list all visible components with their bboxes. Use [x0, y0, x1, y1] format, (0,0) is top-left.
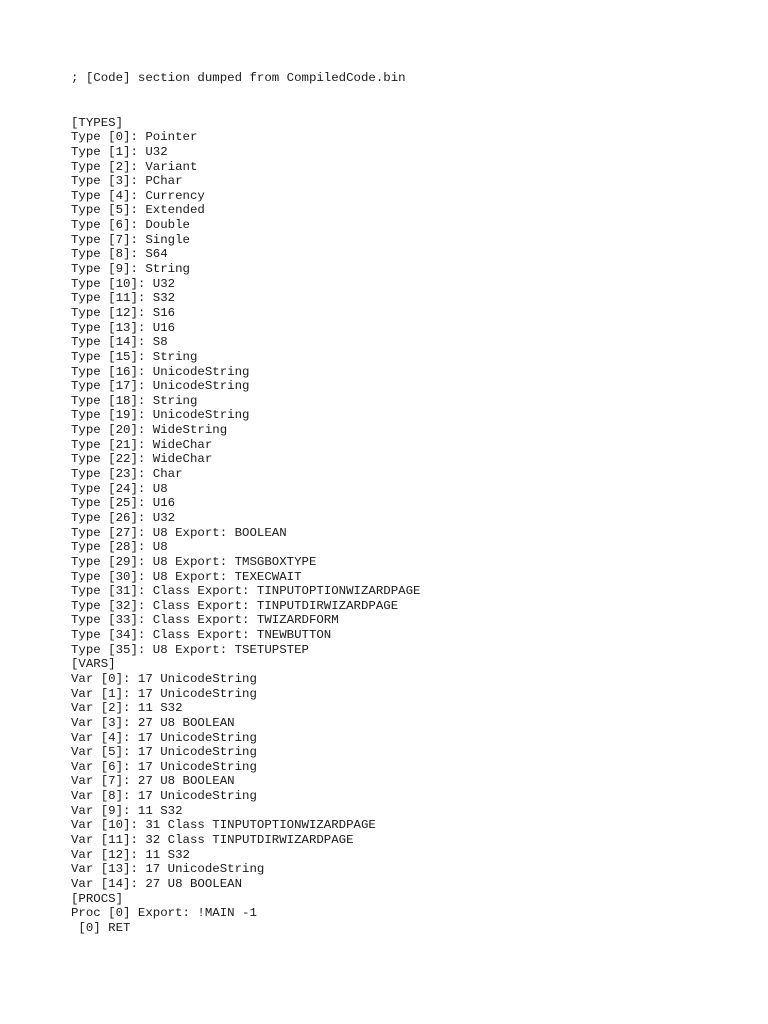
code-dump-page — [71, 71, 751, 936]
code-line: Type [30]: U8 Export: TEXECWAIT — [71, 569, 302, 584]
code-line: Type [33]: Class Export: TWIZARDFORM — [71, 613, 339, 628]
code-line: Type [25]: U16 — [71, 496, 176, 511]
code-line: Type [17]: UnicodeString — [71, 379, 250, 394]
code-line: Type [24]: U8 — [71, 481, 168, 496]
code-line: Type [29]: U8 Export: TMSGBOXTYPE — [71, 554, 317, 569]
code-line: Var [14]: 27 U8 BOOLEAN — [71, 876, 243, 891]
code-line: Type [4]: Currency — [71, 188, 205, 203]
code-line: Type [9]: String — [71, 262, 190, 277]
code-line: Type [27]: U8 Export: BOOLEAN — [71, 525, 287, 540]
code-line: Var [13]: 17 UnicodeString — [71, 862, 265, 877]
code-line: Type [34]: Class Export: TNEWBUTTON — [71, 628, 332, 643]
code-line: Var [4]: 17 UnicodeString — [71, 730, 257, 745]
code-line: Var [11]: 32 Class TINPUTDIRWIZARDPAGE — [71, 833, 354, 848]
section-vars — [71, 657, 751, 891]
code-line: Type [3]: PChar — [71, 174, 183, 189]
code-line: Type [22]: WideChar — [71, 452, 213, 467]
section-procs — [71, 892, 751, 936]
section-types — [71, 116, 751, 658]
section-heading: [PROCS] — [71, 891, 124, 906]
code-line: Type [35]: U8 Export: TSETUPSTEP — [71, 642, 309, 657]
code-line: Type [2]: Variant — [71, 159, 198, 174]
code-line: Var [0]: 17 UnicodeString — [71, 671, 257, 686]
code-line: [0] RET — [71, 920, 131, 935]
code-line: Var [12]: 11 S32 — [71, 847, 190, 862]
code-line: Type [10]: U32 — [71, 276, 176, 291]
code-line: Type [12]: S16 — [71, 305, 176, 320]
section-heading: [VARS] — [71, 657, 116, 672]
code-line: Type [19]: UnicodeString — [71, 408, 250, 423]
code-line: Type [13]: U16 — [71, 320, 176, 335]
code-line: Type [21]: WideChar — [71, 437, 213, 452]
code-line: Var [10]: 31 Class TINPUTOPTIONWIZARDPAGE — [71, 818, 376, 833]
code-line: Type [18]: String — [71, 393, 198, 408]
code-line: Type [14]: S8 — [71, 335, 168, 350]
code-line: Type [1]: U32 — [71, 144, 168, 159]
code-line: Var [9]: 11 S32 — [71, 803, 183, 818]
code-line: Var [2]: 11 S32 — [71, 701, 183, 716]
code-line: Var [3]: 27 U8 BOOLEAN — [71, 715, 235, 730]
code-line: Var [1]: 17 UnicodeString — [71, 686, 257, 701]
code-line: Type [11]: S32 — [71, 291, 176, 306]
code-line: Var [6]: 17 UnicodeString — [71, 759, 257, 774]
dump-sections — [71, 116, 751, 936]
code-line: Var [8]: 17 UnicodeString — [71, 789, 257, 804]
code-line: Type [8]: S64 — [71, 247, 168, 262]
code-line: Type [20]: WideString — [71, 423, 228, 438]
code-line: Type [26]: U32 — [71, 510, 176, 525]
code-line: Type [32]: Class Export: TINPUTDIRWIZARDPAGE — [71, 598, 399, 613]
header-spacer — [71, 86, 751, 116]
code-line: Type [15]: String — [71, 349, 198, 364]
code-line: Type [0]: Pointer — [71, 130, 198, 145]
code-line: Var [5]: 17 UnicodeString — [71, 745, 257, 760]
code-line: Type [5]: Extended — [71, 203, 205, 218]
section-heading: [TYPES] — [71, 115, 124, 130]
code-line: Type [16]: UnicodeString — [71, 364, 250, 379]
code-line: Type [23]: Char — [71, 467, 183, 482]
code-line: Type [7]: Single — [71, 232, 190, 247]
code-line: Type [28]: U8 — [71, 540, 168, 555]
code-line: Type [31]: Class Export: TINPUTOPTIONWIZARDPAGE — [71, 584, 421, 599]
dump-header: ; [Code] section dumped from CompiledCode.bin — [71, 71, 406, 85]
code-line: Type [6]: Double — [71, 218, 190, 233]
code-line: Var [7]: 27 U8 BOOLEAN — [71, 774, 235, 789]
code-line: Proc [0] Export: !MAIN -1 — [71, 906, 257, 921]
